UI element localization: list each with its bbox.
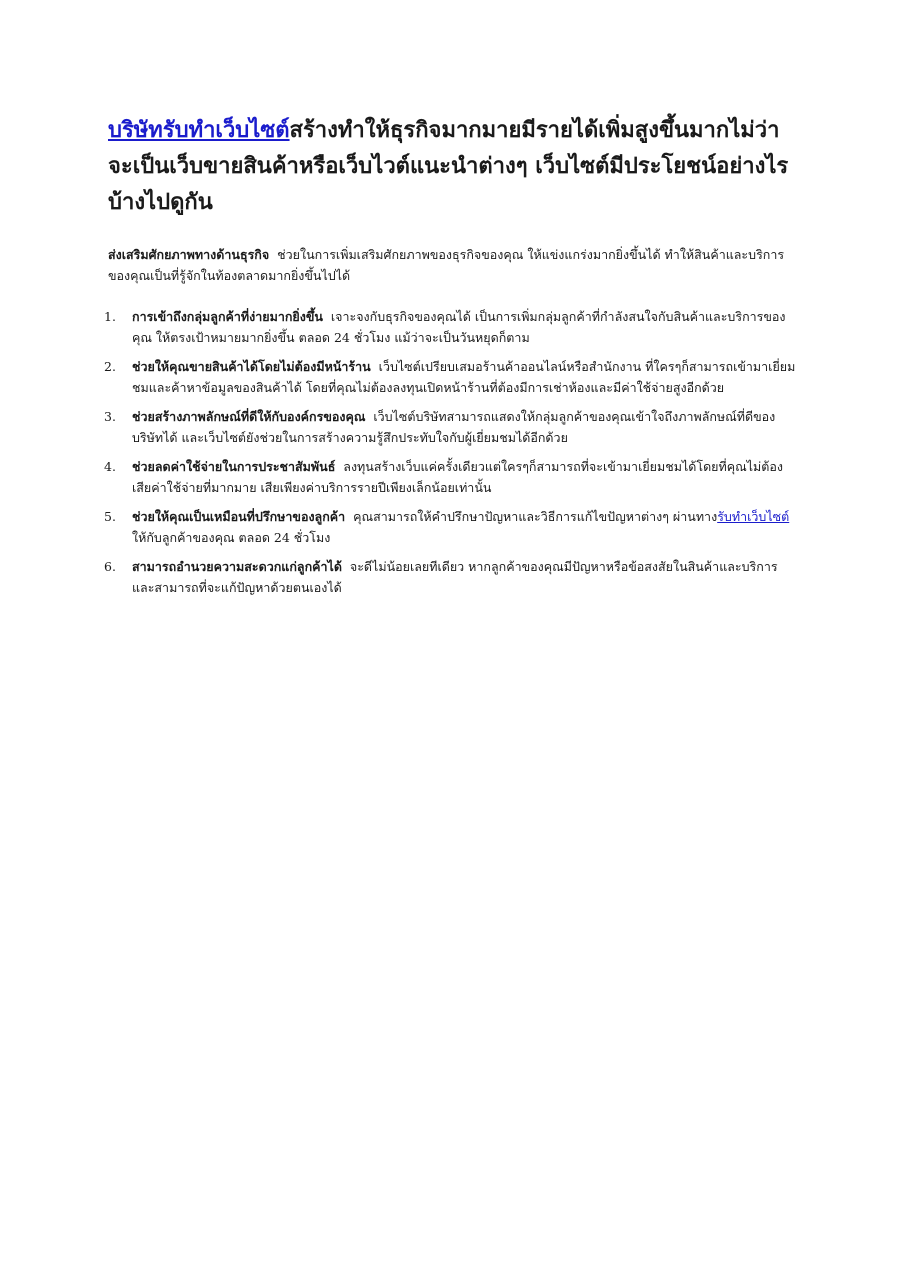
item-number: 1.: [104, 309, 116, 324]
intro-text: ช่วยในการเพิ่มเสริมศักยภาพของธุรกิจของคุณ ให้แข่งแกร่งมากยิ่งขึ้นได้ ทำให้สินค้าและบริการของคุณเป็นที่รู้จักในท้องตลาดมากยิ่งขึ้นไปได้: [108, 247, 785, 283]
item-number: 3.: [104, 409, 116, 424]
intro-heading: ส่งเสริมศักยภาพทางด้านธุรกิจ: [108, 247, 270, 262]
list-item: [104, 556, 798, 598]
item-heading: ช่วยให้คุณขายสินค้าได้โดยไม่ต้องมีหน้าร้าน: [132, 359, 371, 374]
item-text-after: ให้กับลูกค้าของคุณ ตลอด 24 ชั่วโมง: [132, 530, 331, 545]
item-number: 5.: [104, 509, 116, 524]
title-text: สร้างทำให้ธุรกิจมากมายมีรายได้เพิ่มสูงขึ้นมากไม่ว่าจะเป็นเว็บขายสินค้าหรือเว็บไวต์แนะนำต่างๆ เว็บไซต์มีประโยชน์อย่างไรบ้างไปดูกัน: [108, 117, 789, 215]
item-text: ลงทุนสร้างเว็บแค่ครั้งเดียวแต่ใครๆก็สามารถที่จะเข้ามาเยี่ยมชมได้โดยที่คุณไม่ต้องเสียค่าใช้จ่ายที่มากมาย เสียเพียงค่าบริการรายปีเพียงเล็กน้อยเท่านั้น: [132, 459, 783, 495]
list-item: [104, 306, 798, 348]
item-number: 4.: [104, 459, 116, 474]
item-heading: การเข้าถึงกลุ่มลูกค้าที่ง่ายมากยิ่งขึ้น: [132, 309, 323, 324]
list-item: [104, 356, 798, 398]
item-heading: ช่วยสร้างภาพลักษณ์ที่ดีให้กับองค์กรของคุณ: [132, 409, 366, 424]
item-heading: ช่วยให้คุณเป็นเหมือนที่ปรึกษาของลูกค้า: [132, 509, 346, 524]
item-text: เว็บไซต์บริษัทสามารถแสดงให้กลุ่มลูกค้าของคุณเข้าใจถึงภาพลักษณ์ที่ดีของบริษัทได้ และเว็บไซต์ยังช่วยในการสร้างความรู้สึกประทับใจกับผู้เยี่ยมชมได้อีกด้วย: [132, 409, 776, 445]
item-text: จะดีไม่น้อยเลยทีเดียว หากลูกค้าของคุณมีปัญหาหรือข้อสงสัยในสินค้าและบริการ และสามารถที่จะแก้ปัญหาด้วยตนเองได้: [132, 559, 778, 595]
item-number: 6.: [104, 559, 116, 574]
item-heading: ช่วยลดค่าใช้จ่ายในการประชาสัมพันธ์: [132, 459, 336, 474]
benefits-list: [104, 306, 798, 598]
item-number: 2.: [104, 359, 116, 374]
item-text: เว็บไซต์เปรียบเสมอร้านค้าออนไลน์หรือสำนักงาน ที่ใครๆก็สามารถเข้ามาเยี่ยมชมและค้าหาข้อมูลของสินค้าได้ โดยที่คุณไม่ต้องลงทุนเปิดหน้าร้านที่ต้องมีการเช่าห้องและมีค่าใช้จ่ายสูงอีกด้วย: [132, 359, 796, 395]
web-design-link[interactable]: รับทำเว็บไซต์: [717, 509, 790, 524]
list-item: [104, 506, 798, 548]
item-text: เจาะจงกับธุรกิจของคุณได้ เป็นการเพิ่มกลุ่มลูกค้าที่กำลังสนใจกับสินค้าและบริการของคุณ ให้ตรงเป้าหมายมากยิ่งขึ้น ตลอด 24 ชั่วโมง แม้ว่าจะเป็นวันหยุดก็ตาม: [132, 309, 786, 345]
item-text: คุณสามารถให้คำปรึกษาปัญหาและวิธีการแก้ไขปัญหาต่างๆ ผ่านทาง: [353, 509, 718, 524]
document-page: [104, 112, 798, 606]
list-item: [104, 456, 798, 498]
page-title: [108, 112, 798, 220]
intro-paragraph: [108, 244, 798, 286]
item-heading: สามารถอำนวยความสะดวกแก่ลูกค้าได้: [132, 559, 342, 574]
company-link[interactable]: บริษัทรับทำเว็บไซต์: [108, 117, 290, 143]
list-item: [104, 406, 798, 448]
